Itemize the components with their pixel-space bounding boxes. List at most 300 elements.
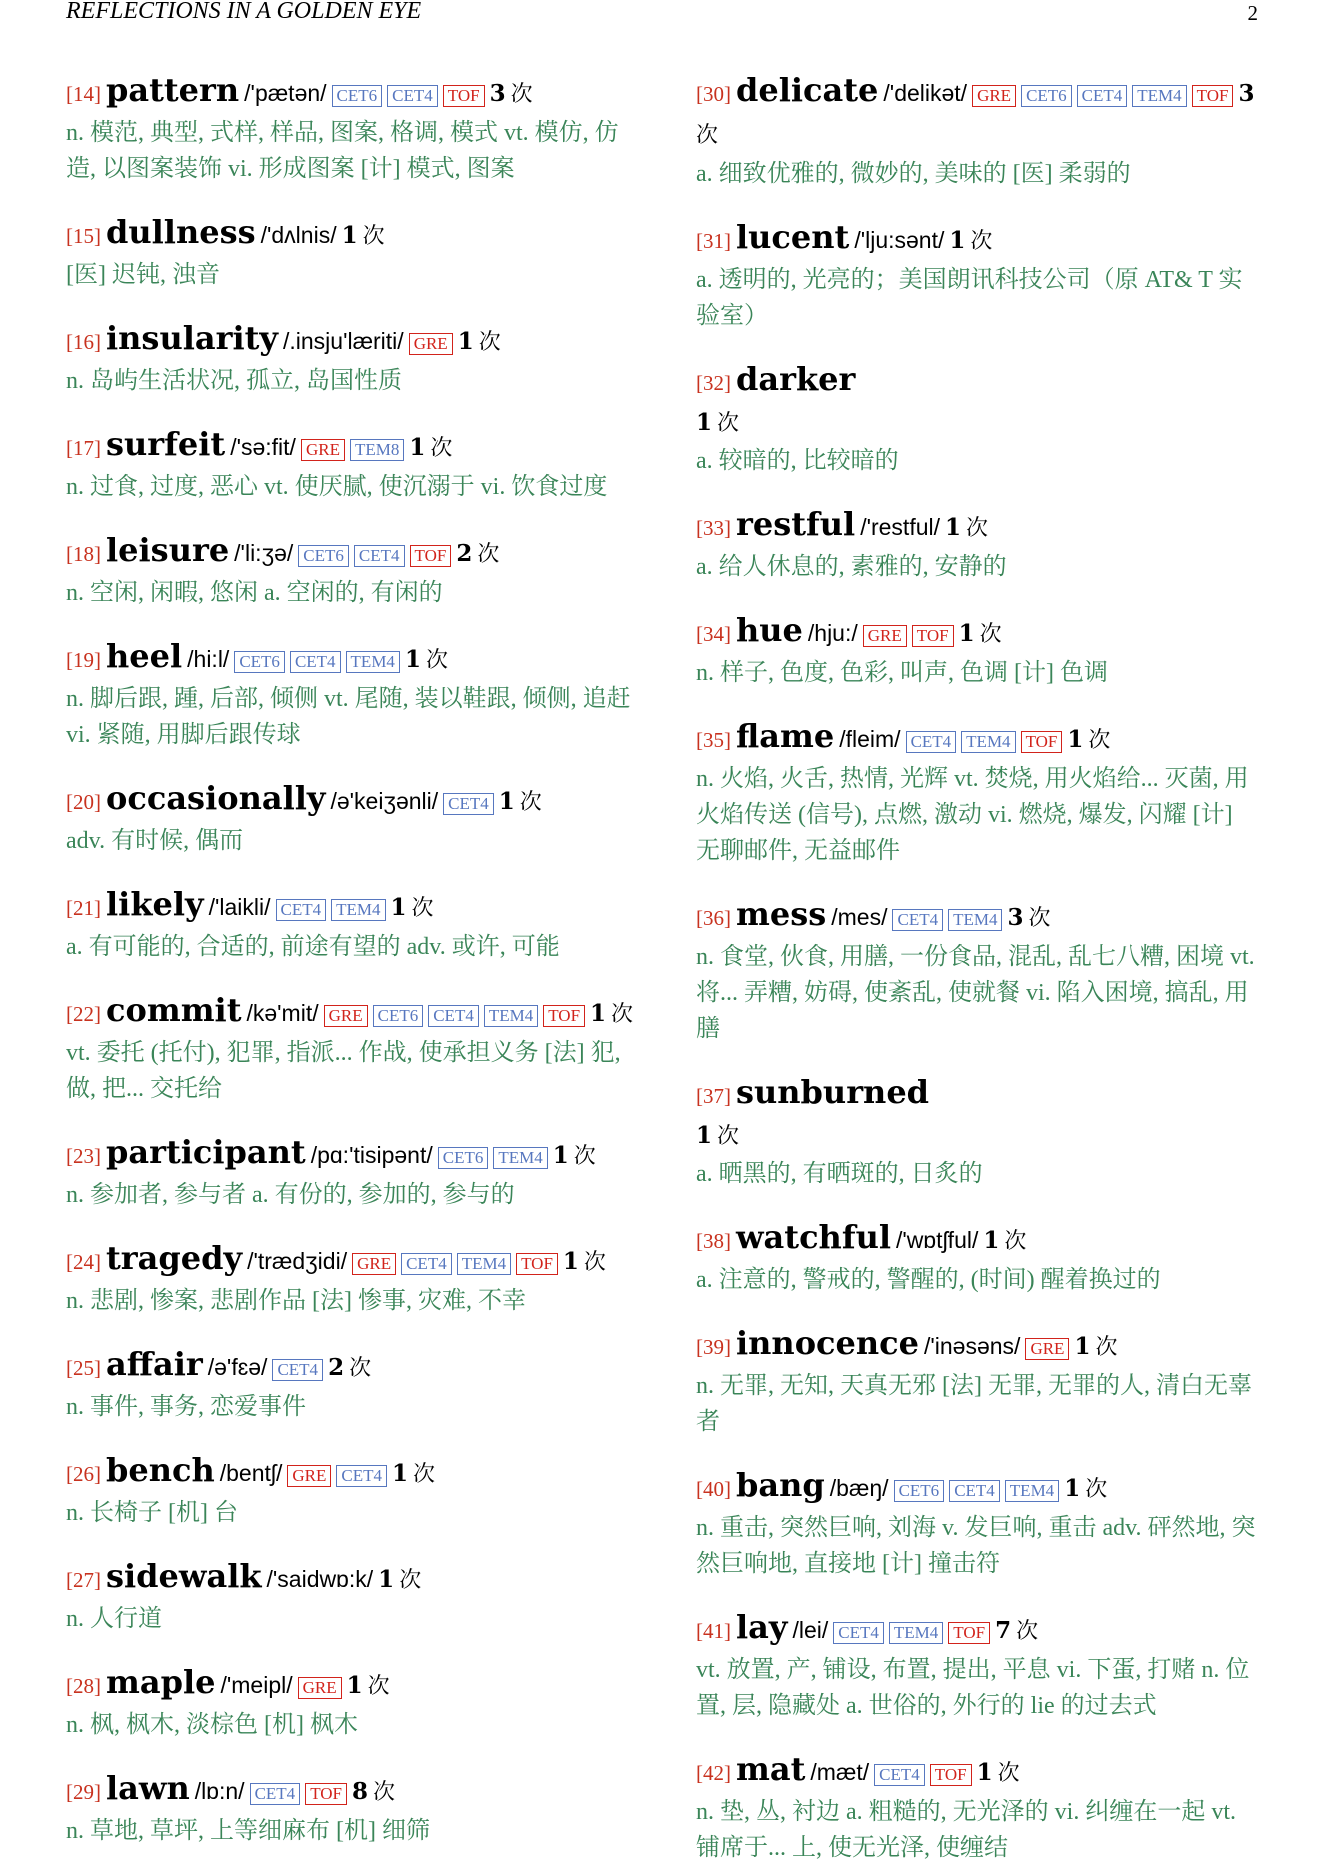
headword: participant bbox=[106, 1133, 306, 1171]
vocab-entry bbox=[66, 318, 634, 399]
exam-tag-gre: GRE bbox=[863, 625, 907, 647]
entry-number: [23] bbox=[66, 1144, 101, 1168]
entry-number: [19] bbox=[66, 648, 101, 672]
exam-tag-tof: TOF bbox=[930, 1764, 972, 1786]
count-number: 1 bbox=[457, 328, 474, 355]
headword: sidewalk bbox=[106, 1557, 262, 1595]
count-unit: 次 bbox=[399, 1567, 422, 1592]
entry-number: [40] bbox=[696, 1477, 731, 1501]
exam-tag-tem4: TEM4 bbox=[889, 1622, 943, 1644]
pronunciation: /lei/ bbox=[792, 1617, 829, 1643]
vocab-entry bbox=[696, 1465, 1262, 1582]
vocab-entry bbox=[66, 1662, 634, 1743]
count-number: 1 bbox=[949, 227, 966, 254]
definition: a. 透明的, 光亮的；美国朗讯科技公司（原 AT& T 实验室） bbox=[696, 267, 1243, 329]
exam-tag-cet4: CET4 bbox=[892, 909, 943, 931]
definition: n. 脚后跟, 踵, 后部, 倾侧 vt. 尾随, 装以鞋跟, 倾侧, 追赶 vi. 紧随, 用脚后跟传球 bbox=[66, 686, 631, 748]
entry-number: [30] bbox=[696, 82, 731, 106]
pronunciation: /'li:ʒə/ bbox=[234, 540, 294, 566]
vocab-entry bbox=[696, 1217, 1262, 1298]
pronunciation: /ə'fɛə/ bbox=[207, 1354, 268, 1380]
entry-headline bbox=[696, 610, 1262, 655]
entry-headline bbox=[66, 636, 634, 681]
count-unit: 次 bbox=[362, 223, 385, 248]
count-number: 1 bbox=[552, 1142, 569, 1169]
entry-headline bbox=[696, 894, 1262, 939]
entry-number: [25] bbox=[66, 1356, 101, 1380]
headword: delicate bbox=[736, 71, 879, 109]
headword: innocence bbox=[736, 1324, 919, 1362]
definition: n. 枫, 枫木, 淡棕色 [机] 枫木 bbox=[66, 1712, 358, 1738]
count-unit: 次 bbox=[997, 1760, 1020, 1785]
definition: vt. 委托 (托付), 犯罪, 指派... 作战, 使承担义务 [法] 犯, 做, 把... 交托给 bbox=[66, 1040, 621, 1102]
pronunciation: /lɒ:n/ bbox=[194, 1778, 245, 1804]
entry-headline bbox=[66, 212, 634, 257]
vocab-entry bbox=[66, 424, 634, 505]
entry-headline bbox=[66, 1450, 634, 1495]
entry-number: [27] bbox=[66, 1568, 101, 1592]
occurrence-count bbox=[562, 1248, 606, 1275]
count-number: 1 bbox=[976, 1759, 993, 1786]
vocab-entry bbox=[696, 894, 1262, 1047]
count-unit: 次 bbox=[717, 410, 740, 435]
exam-tag-cet4: CET4 bbox=[833, 1622, 884, 1644]
entry-headline bbox=[66, 1768, 634, 1813]
occurrence-count bbox=[378, 1566, 422, 1593]
occurrence-count bbox=[392, 1460, 436, 1487]
count-unit: 次 bbox=[717, 1123, 740, 1148]
occurrence-count bbox=[456, 540, 500, 567]
pronunciation: /'laikli/ bbox=[208, 894, 271, 920]
pronunciation: /.insju'læriti/ bbox=[282, 328, 404, 354]
exam-tag-tof: TOF bbox=[443, 85, 485, 107]
definition: vt. 放置, 产, 铺设, 布置, 提出, 平息 vi. 下蛋, 打赌 n. 位置, 层, 隐藏处 a. 世俗的, 外行的 lie 的过去式 bbox=[696, 1657, 1250, 1719]
entry-number: [39] bbox=[696, 1335, 731, 1359]
exam-tag-cet4: CET4 bbox=[290, 651, 341, 673]
exam-tag-cet4: CET4 bbox=[387, 85, 438, 107]
count-unit: 次 bbox=[696, 122, 719, 147]
count-number: 1 bbox=[983, 1227, 1000, 1254]
vocab-entry bbox=[66, 636, 634, 753]
exam-tag-tof: TOF bbox=[305, 1783, 347, 1805]
entry-number: [42] bbox=[696, 1761, 731, 1785]
exam-tag-tem8: TEM8 bbox=[350, 439, 404, 461]
right-column bbox=[696, 70, 1262, 1870]
entry-number: [36] bbox=[696, 906, 731, 930]
entry-headline bbox=[66, 1344, 634, 1389]
entry-headline bbox=[696, 70, 1262, 156]
entry-number: [21] bbox=[66, 896, 101, 920]
entry-number: [34] bbox=[696, 622, 731, 646]
exam-tag-cet6: CET6 bbox=[234, 651, 285, 673]
vocab-entry bbox=[66, 1344, 634, 1425]
count-number: 1 bbox=[1067, 726, 1084, 753]
pronunciation: /'delikət/ bbox=[883, 80, 968, 106]
entry-headline bbox=[66, 530, 634, 575]
occurrence-count bbox=[976, 1759, 1020, 1786]
exam-tag-gre: GRE bbox=[324, 1005, 368, 1027]
exam-tag-gre: GRE bbox=[287, 1465, 331, 1487]
definition: n. 火焰, 火舌, 热情, 光辉 vt. 焚烧, 用火焰给... 灭菌, 用火焰传送 (信号), 点燃, 激动 vi. 燃烧, 爆发, 闪耀 [计] 无聊邮件, 无益邮件 bbox=[696, 766, 1249, 864]
pronunciation: /hju:/ bbox=[807, 620, 858, 646]
vocab-entry bbox=[696, 716, 1262, 869]
count-number: 1 bbox=[696, 409, 713, 436]
count-unit: 次 bbox=[1095, 1334, 1118, 1359]
headword: lucent bbox=[736, 218, 850, 256]
pronunciation: /'saidwɒ:k/ bbox=[266, 1566, 374, 1592]
exam-tag-tof: TOF bbox=[912, 625, 954, 647]
count-number: 8 bbox=[352, 1778, 369, 1805]
pronunciation: /mæt/ bbox=[810, 1759, 870, 1785]
vocab-entry bbox=[696, 1607, 1262, 1724]
occurrence-count bbox=[552, 1142, 596, 1169]
definition: n. 重击, 突然巨响, 刘海 v. 发巨响, 重击 adv. 砰然地, 突然巨响地, 直接地 [计] 撞击符 bbox=[696, 1515, 1256, 1577]
vocab-entry bbox=[66, 1132, 634, 1213]
exam-tag-cet4: CET4 bbox=[401, 1253, 452, 1275]
pronunciation: /'dʌlnis/ bbox=[260, 222, 337, 248]
exam-tag-gre: GRE bbox=[1025, 1338, 1069, 1360]
vocab-entry bbox=[696, 1749, 1262, 1866]
count-unit: 次 bbox=[1016, 1618, 1039, 1643]
entry-number: [16] bbox=[66, 330, 101, 354]
entry-headline bbox=[66, 70, 634, 115]
definition: a. 较暗的, 比较暗的 bbox=[696, 448, 899, 474]
definition: n. 参加者, 参与者 a. 有份的, 参加的, 参与的 bbox=[66, 1182, 515, 1208]
headword: leisure bbox=[106, 531, 230, 569]
entry-number: [14] bbox=[66, 82, 101, 106]
entry-number: [35] bbox=[696, 728, 731, 752]
count-unit: 次 bbox=[519, 789, 542, 814]
vocab-entry bbox=[696, 70, 1262, 192]
definition: n. 空闲, 闲暇, 悠闲 a. 空闲的, 有闲的 bbox=[66, 580, 443, 606]
vocab-entry bbox=[66, 1556, 634, 1637]
exam-tag-gre: GRE bbox=[298, 1677, 342, 1699]
headword: occasionally bbox=[106, 779, 326, 817]
count-unit: 次 bbox=[979, 621, 1002, 646]
definition: a. 细致优雅的, 微妙的, 美味的 [医] 柔弱的 bbox=[696, 161, 1131, 187]
headword: flame bbox=[736, 717, 835, 755]
entry-headline bbox=[696, 1217, 1262, 1262]
count-number: 2 bbox=[456, 540, 473, 567]
exam-tag-tof: TOF bbox=[948, 1622, 990, 1644]
headword: likely bbox=[106, 885, 204, 923]
count-unit: 次 bbox=[970, 228, 993, 253]
entry-headline bbox=[696, 1607, 1262, 1652]
count-unit: 次 bbox=[1085, 1476, 1108, 1501]
count-number: 1 bbox=[390, 894, 407, 921]
vocab-entry bbox=[66, 778, 634, 859]
entry-number: [17] bbox=[66, 436, 101, 460]
headword: heel bbox=[106, 637, 183, 675]
count-unit: 次 bbox=[478, 329, 501, 354]
occurrence-count bbox=[489, 80, 533, 107]
entry-number: [26] bbox=[66, 1462, 101, 1486]
entry-number: [28] bbox=[66, 1674, 101, 1698]
definition: n. 模范, 典型, 式样, 样品, 图案, 格调, 模式 vt. 模仿, 仿造, 以图案装饰 vi. 形成图案 [计] 模式, 图案 bbox=[66, 120, 619, 182]
headword: commit bbox=[106, 991, 242, 1029]
definition: adv. 有时候, 偶而 bbox=[66, 828, 244, 854]
entry-number: [38] bbox=[696, 1229, 731, 1253]
occurrence-count bbox=[352, 1778, 396, 1805]
occurrence-count bbox=[945, 514, 989, 541]
count-unit: 次 bbox=[966, 515, 989, 540]
headword: hue bbox=[736, 611, 803, 649]
headword: dullness bbox=[106, 213, 256, 251]
count-number: 1 bbox=[1064, 1475, 1081, 1502]
exam-tag-tof: TOF bbox=[1021, 731, 1063, 753]
pronunciation: /'trædʒidi/ bbox=[247, 1248, 348, 1274]
entry-headline bbox=[66, 1238, 634, 1283]
exam-tag-tem4: TEM4 bbox=[961, 731, 1015, 753]
occurrence-count bbox=[958, 620, 1002, 647]
occurrence-count bbox=[696, 1117, 1262, 1156]
count-number: 1 bbox=[1074, 1333, 1091, 1360]
definition: a. 有可能的, 合适的, 前途有望的 adv. 或许, 可能 bbox=[66, 934, 560, 960]
occurrence-count bbox=[341, 222, 385, 249]
exam-tag-cet4: CET4 bbox=[250, 1783, 301, 1805]
definition: n. 无罪, 无知, 天真无邪 [法] 无罪, 无罪的人, 清白无辜者 bbox=[696, 1373, 1252, 1435]
vocab-entry bbox=[696, 1323, 1262, 1440]
definition: n. 悲剧, 惨案, 悲剧作品 [法] 惨事, 灾难, 不幸 bbox=[66, 1288, 526, 1314]
exam-tag-cet6: CET6 bbox=[894, 1480, 945, 1502]
entry-number: [41] bbox=[696, 1619, 731, 1643]
exam-tag-cet4: CET4 bbox=[276, 899, 327, 921]
count-unit: 次 bbox=[411, 895, 434, 920]
exam-tag-cet4: CET4 bbox=[354, 545, 405, 567]
count-number: 3 bbox=[489, 80, 506, 107]
headword: tragedy bbox=[106, 1239, 243, 1277]
count-number: 1 bbox=[346, 1672, 363, 1699]
headword: bench bbox=[106, 1451, 215, 1489]
exam-tag-cet4: CET4 bbox=[443, 793, 494, 815]
entry-headline bbox=[696, 504, 1262, 549]
pronunciation: /'sə:fit/ bbox=[230, 434, 296, 460]
vocab-entry bbox=[696, 504, 1262, 585]
entry-number: [37] bbox=[696, 1084, 731, 1108]
occurrence-count bbox=[995, 1617, 1039, 1644]
entry-number: [29] bbox=[66, 1780, 101, 1804]
exam-tag-tem4: TEM4 bbox=[331, 899, 385, 921]
headword: insularity bbox=[106, 319, 278, 357]
count-unit: 次 bbox=[413, 1461, 436, 1486]
entry-number: [33] bbox=[696, 516, 731, 540]
count-unit: 次 bbox=[583, 1249, 606, 1274]
entry-headline bbox=[66, 424, 634, 469]
exam-tag-cet6: CET6 bbox=[1021, 85, 1072, 107]
entry-number: [20] bbox=[66, 790, 101, 814]
vocab-entry bbox=[696, 610, 1262, 691]
occurrence-count bbox=[409, 434, 453, 461]
entry-headline bbox=[66, 778, 634, 823]
exam-tag-cet4: CET4 bbox=[906, 731, 957, 753]
count-number: 1 bbox=[958, 620, 975, 647]
entry-headline bbox=[66, 1556, 634, 1601]
exam-tag-tem4: TEM4 bbox=[1005, 1480, 1059, 1502]
occurrence-count bbox=[1007, 904, 1051, 931]
headword: surfeit bbox=[106, 425, 226, 463]
pronunciation: /hi:l/ bbox=[187, 646, 230, 672]
count-unit: 次 bbox=[349, 1355, 372, 1380]
exam-tag-gre: GRE bbox=[352, 1253, 396, 1275]
headword: watchful bbox=[736, 1218, 891, 1256]
occurrence-count bbox=[346, 1672, 390, 1699]
occurrence-count bbox=[1067, 726, 1111, 753]
entry-headline bbox=[696, 1072, 1262, 1156]
headword: maple bbox=[106, 1663, 216, 1701]
exam-tag-cet4: CET4 bbox=[428, 1005, 479, 1027]
definition: n. 过食, 过度, 恶心 vt. 使厌腻, 使沉溺于 vi. 饮食过度 bbox=[66, 474, 608, 500]
count-number: 1 bbox=[409, 434, 426, 461]
entry-headline bbox=[696, 1749, 1262, 1794]
count-number: 2 bbox=[328, 1354, 345, 1381]
vocab-entry bbox=[696, 217, 1262, 334]
count-number: 1 bbox=[341, 222, 358, 249]
exam-tag-tem4: TEM4 bbox=[948, 909, 1002, 931]
headword: restful bbox=[736, 505, 856, 543]
count-unit: 次 bbox=[367, 1673, 390, 1698]
pronunciation: /bentʃ/ bbox=[219, 1460, 283, 1486]
entry-headline bbox=[696, 1465, 1262, 1510]
headword: lay bbox=[736, 1608, 788, 1646]
count-number: 1 bbox=[498, 788, 515, 815]
running-header-title: REFLECTIONS IN A GOLDEN EYE bbox=[66, 0, 422, 24]
entry-number: [31] bbox=[696, 229, 731, 253]
headword: lawn bbox=[106, 1769, 190, 1807]
exam-tag-cet4: CET4 bbox=[949, 1480, 1000, 1502]
page-number: 2 bbox=[1247, 1, 1258, 25]
count-number: 1 bbox=[945, 514, 962, 541]
exam-tag-tem4: TEM4 bbox=[493, 1147, 547, 1169]
pronunciation: /'wɒtʃful/ bbox=[896, 1227, 979, 1253]
pronunciation: /mes/ bbox=[831, 904, 888, 930]
exam-tag-tem4: TEM4 bbox=[484, 1005, 538, 1027]
entry-number: [18] bbox=[66, 542, 101, 566]
headword: pattern bbox=[106, 71, 240, 109]
entry-headline bbox=[66, 990, 634, 1035]
vocab-entry bbox=[66, 1768, 634, 1849]
definition: n. 草地, 草坪, 上等细麻布 [机] 细筛 bbox=[66, 1818, 430, 1844]
occurrence-count bbox=[1074, 1333, 1118, 1360]
headword: bang bbox=[736, 1466, 825, 1504]
vocab-entry bbox=[66, 990, 634, 1107]
count-unit: 次 bbox=[373, 1779, 396, 1804]
left-column bbox=[66, 70, 634, 1870]
pronunciation: /'lju:sənt/ bbox=[854, 227, 945, 253]
count-number: 1 bbox=[696, 1122, 713, 1149]
exam-tag-tof: TOF bbox=[410, 545, 452, 567]
vocab-entry bbox=[66, 530, 634, 611]
entry-headline bbox=[696, 217, 1262, 262]
definition: a. 注意的, 警戒的, 警醒的, (时间) 醒着换过的 bbox=[696, 1267, 1161, 1293]
exam-tag-cet4: CET4 bbox=[874, 1764, 925, 1786]
vocab-entry bbox=[66, 70, 634, 187]
vocab-entry bbox=[696, 1072, 1262, 1192]
occurrence-count bbox=[328, 1354, 372, 1381]
definition: a. 给人休息的, 素雅的, 安静的 bbox=[696, 554, 1007, 580]
exam-tag-cet4: CET4 bbox=[1077, 85, 1128, 107]
count-number: 3 bbox=[1007, 904, 1024, 931]
entry-headline bbox=[696, 716, 1262, 761]
vocab-entry bbox=[66, 884, 634, 965]
exam-tag-cet4: CET4 bbox=[336, 1465, 387, 1487]
entry-headline bbox=[696, 359, 1262, 443]
count-number: 7 bbox=[995, 1617, 1012, 1644]
definition: n. 食堂, 伙食, 用膳, 一份食品, 混乱, 乱七八糟, 困境 vt. 将... 弄糟, 妨碍, 使紊乱, 使就餐 vi. 陷入困境, 搞乱, 用膳 bbox=[696, 944, 1255, 1042]
count-number: 1 bbox=[562, 1248, 579, 1275]
pronunciation: /bæŋ/ bbox=[829, 1475, 889, 1501]
pronunciation: /'restful/ bbox=[860, 514, 941, 540]
definition: a. 晒黑的, 有晒斑的, 日炙的 bbox=[696, 1161, 983, 1187]
count-number: 1 bbox=[392, 1460, 409, 1487]
count-unit: 次 bbox=[477, 541, 500, 566]
occurrence-count bbox=[498, 788, 542, 815]
count-unit: 次 bbox=[430, 435, 453, 460]
occurrence-count bbox=[696, 404, 1262, 443]
pronunciation: /'meipl/ bbox=[220, 1672, 293, 1698]
headword: sunburned bbox=[736, 1073, 930, 1111]
entry-headline bbox=[66, 1132, 634, 1177]
entry-headline bbox=[66, 884, 634, 929]
headword: mess bbox=[736, 895, 827, 933]
count-unit: 次 bbox=[1088, 727, 1111, 752]
exam-tag-cet6: CET6 bbox=[373, 1005, 424, 1027]
entry-number: [22] bbox=[66, 1002, 101, 1026]
count-unit: 次 bbox=[1028, 905, 1051, 930]
entry-headline bbox=[66, 1662, 634, 1707]
definition: n. 长椅子 [机] 台 bbox=[66, 1500, 238, 1526]
headword: darker bbox=[736, 360, 856, 398]
pronunciation: /ə'keiʒənli/ bbox=[330, 788, 439, 814]
pronunciation: /'pætən/ bbox=[244, 80, 327, 106]
entry-number: [15] bbox=[66, 224, 101, 248]
exam-tag-cet6: CET6 bbox=[298, 545, 349, 567]
exam-tag-cet6: CET6 bbox=[438, 1147, 489, 1169]
exam-tag-tem4: TEM4 bbox=[457, 1253, 511, 1275]
count-number: 1 bbox=[378, 1566, 395, 1593]
count-unit: 次 bbox=[510, 81, 533, 106]
vocab-entry bbox=[66, 1238, 634, 1319]
exam-tag-gre: GRE bbox=[409, 333, 453, 355]
count-unit: 次 bbox=[425, 647, 448, 672]
exam-tag-tem4: TEM4 bbox=[1132, 85, 1186, 107]
headword: mat bbox=[736, 1750, 806, 1788]
pronunciation: /pɑ:'tisipənt/ bbox=[310, 1142, 433, 1168]
count-number: 3 bbox=[1238, 80, 1255, 107]
vocab-entry bbox=[696, 359, 1262, 479]
definition: [医] 迟钝, 浊音 bbox=[66, 262, 220, 288]
exam-tag-gre: GRE bbox=[301, 439, 345, 461]
pronunciation: /fleim/ bbox=[839, 726, 901, 752]
vocab-entry bbox=[66, 1450, 634, 1531]
definition: n. 岛屿生活状况, 孤立, 岛国性质 bbox=[66, 368, 402, 394]
entry-headline bbox=[696, 1323, 1262, 1368]
count-unit: 次 bbox=[1004, 1228, 1027, 1253]
entry-number: [24] bbox=[66, 1250, 101, 1274]
exam-tag-gre: GRE bbox=[972, 85, 1016, 107]
exam-tag-cet6: CET6 bbox=[332, 85, 383, 107]
exam-tag-cet4: CET4 bbox=[272, 1359, 323, 1381]
entry-headline bbox=[66, 318, 634, 363]
vocab-entry bbox=[66, 212, 634, 293]
exam-tag-tof: TOF bbox=[543, 1005, 585, 1027]
occurrence-count bbox=[983, 1227, 1027, 1254]
definition: n. 人行道 bbox=[66, 1606, 162, 1632]
occurrence-count bbox=[590, 1000, 634, 1027]
exam-tag-tof: TOF bbox=[516, 1253, 558, 1275]
definition: n. 垫, 丛, 衬边 a. 粗糙的, 无光泽的 vi. 纠缠在一起 vt. 铺席于... 上, 使无光泽, 使缠结 bbox=[696, 1799, 1236, 1861]
headword: affair bbox=[106, 1345, 203, 1383]
count-number: 1 bbox=[590, 1000, 607, 1027]
